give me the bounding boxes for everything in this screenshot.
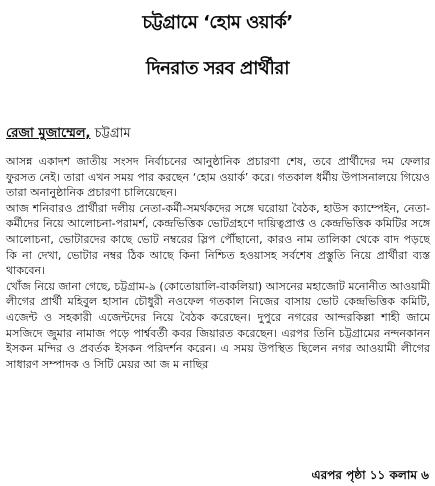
headline-line-2: দিনরাত সরব প্রার্থীরা	[146, 58, 289, 79]
headline-line-1: চট্টগ্রামে ‘হোম ওয়ার্ক’	[142, 12, 293, 33]
article-paragraph-2: আজ শনিবারও প্রার্থীরা দলীয় নেতা-কর্মী-সমর্থকদের সঙ্গে ঘরোয়া বৈঠক, হাউস ক্যাম্পেইন, নেতা-কর্মীদের নিয়ে আলোচনা-পরামর্শ, কেন্দ্রভিত্তিক ভোটগ্রহণে দায়িত্বপ্রাপ্ত ও কেন্দ্রভিত্তিক কমিটির সঙ্গে আলোচনা, ভোটারদের কাছে ভোট নম্বরের স্লিপ পৌঁছানো, কারও নাম তালিকা থেকে বাদ পড়ছে কি না দেখা, ভোটার নম্বর ঠিক আছে কিনা নিশ্চিত হওয়াসহ সর্বশেষ প্রস্তুতি নিয়ে প্রার্থীরা ব্যস্ত থাকবেন।	[6, 201, 430, 278]
article-body	[6, 154, 430, 372]
byline-author: রেজা মুজাম্মেল,	[6, 126, 91, 141]
byline-location: চট্টগ্রাম	[90, 126, 131, 141]
article-paragraph-3: খোঁজ নিয়ে জানা গেছে, চট্টগ্রাম-৯ (কোতোয়ালি-বাকলিয়া) আসনের মহাজোট মনোনীত আওয়ামী লীগের প্রার্থী মহিবুল হাসান চৌধুরী নওফেল গতকাল নিজের বাসায় ভোট কেন্দ্রভিত্তিক কমিটি, এজেন্ট ও সহকারী এজেন্টদের নিয়ে বৈঠক করেছেন। দুপুরে নগরের আন্দরকিল্লা শাহী জামে মসজিদে জুমার নামাজ পড়ে পার্শ্ববর্তী কবর জিয়ারত করেছেন। এরপর তিনি চট্টগ্রামের নন্দনকানন ইসকন মন্দির ও প্রবর্তক ইসকন পরিদর্শন করেন। এ সময় উপস্থিত ছিলেন নগর আওয়ামী লীগের সাধারণ সম্পাদক ও সিটি মেয়র আ জ ম নাছির	[6, 279, 430, 371]
continuation-note: এরপর পৃষ্ঠা ১১ কলাম ৬	[311, 468, 429, 482]
article-paragraph-1: আসন্ন একাদশ জাতীয় সংসদ নির্বাচনের আনুষ্ঠানিক প্রচারণা শেষ, তবে প্রার্থীদের দম ফেলার ফুরসত নেই। তারা এখন সময় পার করছেন ‘হোম ওয়ার্ক’ করে। গতকাল ধর্মীয় উপাসনালয়ে গিয়েও তারা অনানুষ্ঠানিক প্রচারণা চালিয়েছেন।	[6, 155, 430, 200]
byline	[6, 124, 131, 145]
